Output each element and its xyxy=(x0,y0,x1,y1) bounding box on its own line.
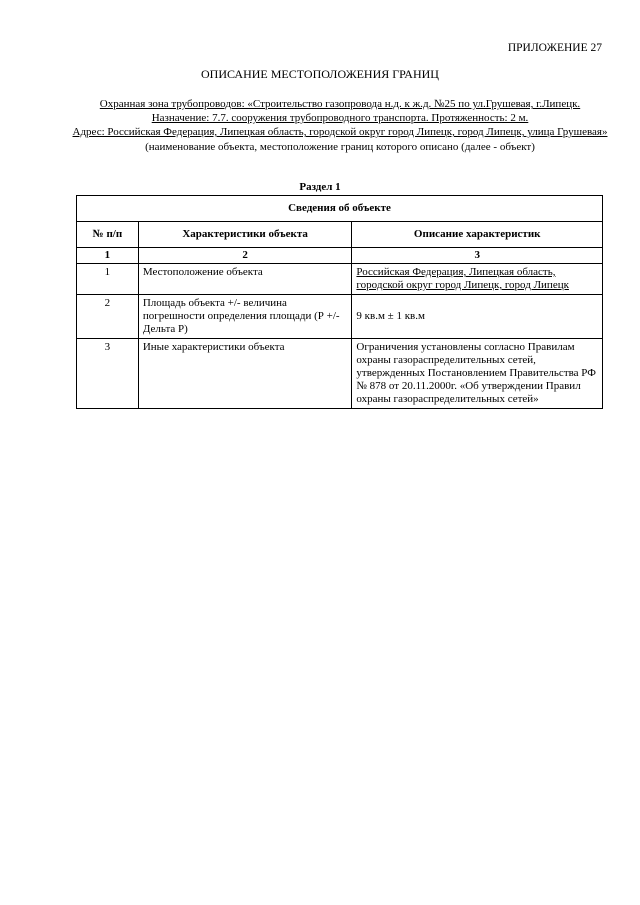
object-purpose-line: Назначение: 7.7. сооружения трубопроводного транспорта. Протяженность: 2 м. xyxy=(151,112,529,124)
table-row xyxy=(77,264,603,295)
column-header-number: № п/п xyxy=(77,222,139,248)
object-address-line: Адрес: Российская Федерация, Липецкая область, городской округ город Липецк, город Липецк, улица Грушевая» xyxy=(72,126,608,138)
row-description: Российская Федерация, Липецкая область, городской округ город Липецк, город Липецк xyxy=(352,264,603,295)
column-number: 2 xyxy=(138,248,352,264)
row-number: 1 xyxy=(77,264,139,295)
row-description: 9 кв.м ± 1 кв.м xyxy=(352,295,603,339)
column-number: 1 xyxy=(77,248,139,264)
row-number: 3 xyxy=(77,339,139,409)
section-title: Раздел 1 xyxy=(299,181,341,193)
page-title: ОПИСАНИЕ МЕСТОПОЛОЖЕНИЯ ГРАНИЦ xyxy=(201,67,439,81)
row-number: 2 xyxy=(77,295,139,339)
object-hint: (наименование объекта, местоположение границ которого описано (далее - объект) xyxy=(145,141,535,153)
column-number: 3 xyxy=(352,248,603,264)
column-number-row xyxy=(77,248,603,264)
table-caption: Сведения об объекте xyxy=(77,196,603,222)
table-row xyxy=(77,339,603,409)
object-name-line: Охранная зона трубопроводов: «Строительство газопровода н.д. к ж.д. №25 по ул.Грушевая, г.Липецк. xyxy=(99,98,581,110)
table-header-row xyxy=(77,222,603,248)
appendix-label: ПРИЛОЖЕНИЕ 27 xyxy=(507,42,602,54)
table-caption-row xyxy=(77,196,603,222)
object-info-table xyxy=(76,195,603,409)
row-characteristic: Местоположение объекта xyxy=(138,264,352,295)
row-characteristic: Площадь объекта +/- величина погрешности определения площади (Р +/- Дельта Р) xyxy=(138,295,352,339)
column-header-characteristic: Характеристики объекта xyxy=(138,222,352,248)
row-characteristic: Иные характеристики объекта xyxy=(138,339,352,409)
row-description: Ограничения установлены согласно Правилам охраны газораспределительных сетей, утвержденных Постановлением Правительства РФ № 878 от 20.11.2000г. «Об утверждении Правил охраны газораспределительных сетей» xyxy=(352,339,603,409)
table-row xyxy=(77,295,603,339)
column-header-description: Описание характеристик xyxy=(352,222,603,248)
object-description xyxy=(72,97,608,154)
